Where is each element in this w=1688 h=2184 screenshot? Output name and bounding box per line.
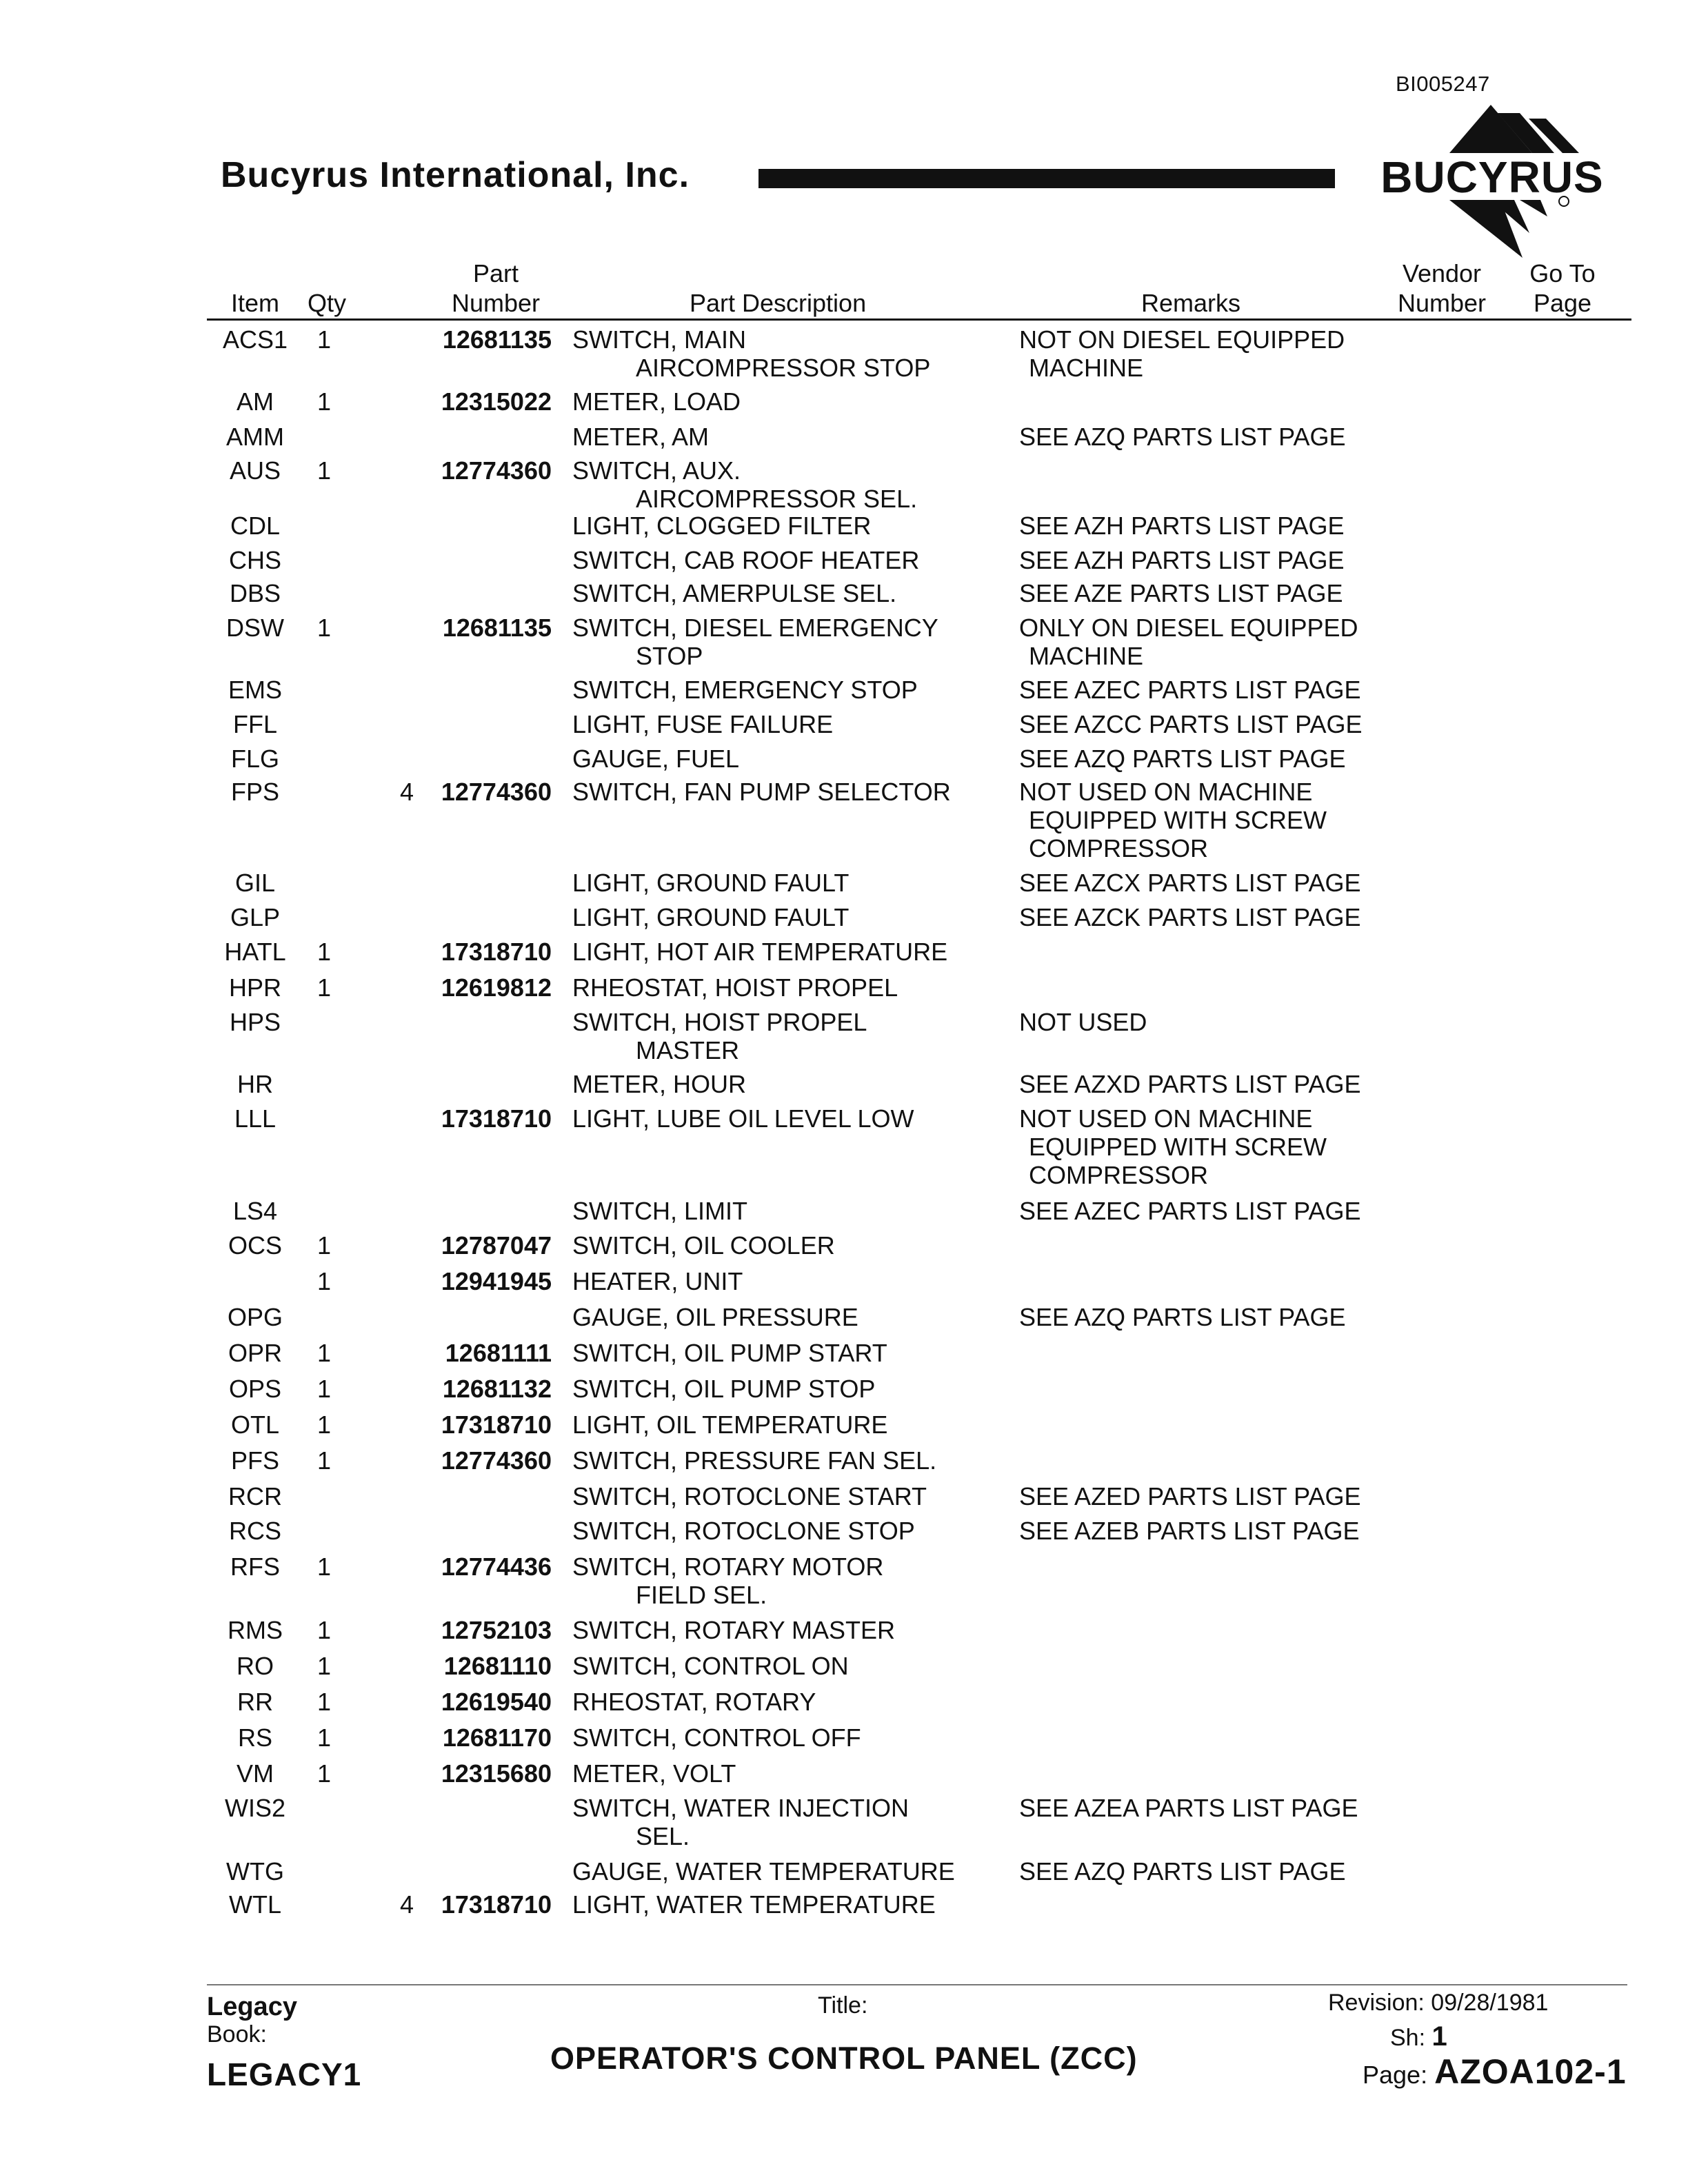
- part-number-cell: 12681135: [442, 325, 552, 354]
- item-cell: CHS: [228, 546, 281, 574]
- qty-cell: 1: [316, 1616, 332, 1644]
- remarks-cell: SEE AZCX PARTS LIST PAGE: [1019, 869, 1361, 897]
- item-cell: RFS: [230, 1553, 280, 1581]
- header-goto-line2: Page: [1533, 289, 1592, 317]
- item-cell: GIL: [234, 869, 276, 897]
- qty-cell: 1: [316, 1723, 332, 1752]
- qty-cell: 1: [316, 1759, 332, 1788]
- part-number-cell: 12774360: [441, 778, 552, 806]
- description-cell: GAUGE, OIL PRESSURE: [572, 1303, 858, 1331]
- part-number-cell: 12681170: [442, 1723, 552, 1752]
- item-cell: PFS: [230, 1446, 279, 1475]
- item-cell: CDL: [230, 512, 281, 540]
- item-cell: AMM: [226, 423, 284, 451]
- footer-page-value: AZOA102-1: [1434, 2052, 1627, 2091]
- part-number-cell: 12774360: [441, 1446, 552, 1475]
- remarks-cell: NOT USED ON MACHINE: [1019, 1104, 1313, 1133]
- item-cell: ACS1: [222, 325, 288, 354]
- description-cell: SWITCH, WATER INJECTION: [572, 1794, 909, 1822]
- part-number-cell: 12787047: [441, 1231, 552, 1260]
- description-cell: SWITCH, FAN PUMP SELECTOR: [572, 778, 951, 806]
- part-number-cell: 12681132: [442, 1375, 552, 1403]
- footer-legacy-label: Legacy: [207, 1992, 297, 2021]
- bucyrus-logo: [1360, 98, 1625, 263]
- remarks-cell: SEE AZEB PARTS LIST PAGE: [1019, 1517, 1360, 1545]
- description-cell: SEL.: [636, 1822, 690, 1850]
- item-cell: LLL: [234, 1104, 277, 1133]
- part-number-cell: 12619540: [441, 1688, 552, 1716]
- description-cell: SWITCH, OIL COOLER: [572, 1231, 835, 1260]
- footer-page: [1363, 2052, 1627, 2092]
- remarks-cell: ONLY ON DIESEL EQUIPPED: [1019, 614, 1358, 642]
- item-cell: RCS: [228, 1517, 281, 1545]
- footer-book-label: Book:: [207, 2021, 267, 2048]
- company-name: Bucyrus International, Inc.: [221, 155, 690, 195]
- item-cell: GLP: [230, 903, 281, 931]
- description-cell: SWITCH, ROTARY MOTOR: [572, 1553, 884, 1581]
- qty-cell: 1: [316, 1688, 332, 1716]
- description-cell: MASTER: [636, 1036, 740, 1064]
- footer-rule: [207, 1984, 1627, 1985]
- description-cell: SWITCH, OIL PUMP STOP: [572, 1375, 876, 1403]
- remarks-cell: NOT USED ON MACHINE: [1019, 778, 1313, 806]
- description-cell: SWITCH, OIL PUMP START: [572, 1339, 887, 1367]
- item-cell: OPR: [228, 1339, 282, 1367]
- qty-alt-cell: 4: [399, 778, 414, 806]
- description-cell: METER, VOLT: [572, 1759, 736, 1788]
- item-cell: OPG: [227, 1303, 283, 1331]
- qty-cell: 1: [316, 1410, 332, 1439]
- part-number-cell: 12681135: [442, 614, 552, 642]
- description-cell: LIGHT, GROUND FAULT: [572, 903, 850, 931]
- description-cell: SWITCH, AMERPULSE SEL.: [572, 579, 897, 607]
- description-cell: LIGHT, WATER TEMPERATURE: [572, 1890, 936, 1919]
- item-cell: HR: [237, 1070, 273, 1098]
- item-cell: OPS: [228, 1375, 282, 1403]
- item-cell: FPS: [230, 778, 279, 806]
- remarks-cell: EQUIPPED WITH SCREW: [1029, 806, 1327, 834]
- part-number-cell: 17318710: [441, 1890, 552, 1919]
- item-cell: LS4: [232, 1197, 278, 1225]
- description-cell: SWITCH, CAB ROOF HEATER: [572, 546, 920, 574]
- remarks-cell: NOT ON DIESEL EQUIPPED: [1019, 325, 1345, 354]
- description-cell: METER, HOUR: [572, 1070, 746, 1098]
- qty-cell: 1: [316, 456, 332, 485]
- header-go-to-page: [1524, 259, 1601, 318]
- remarks-cell: SEE AZCK PARTS LIST PAGE: [1019, 903, 1361, 931]
- description-cell: AIRCOMPRESSOR SEL.: [636, 485, 918, 513]
- description-cell: SWITCH, ROTOCLONE STOP: [572, 1517, 915, 1545]
- item-cell: FFL: [232, 710, 277, 738]
- remarks-cell: SEE AZEC PARTS LIST PAGE: [1019, 676, 1361, 704]
- part-number-cell: 17318710: [441, 938, 552, 966]
- header-vendor-number: [1390, 259, 1494, 318]
- part-number-cell: 12774360: [441, 456, 552, 485]
- description-cell: METER, AM: [572, 423, 710, 451]
- remarks-cell: SEE AZQ PARTS LIST PAGE: [1019, 1857, 1346, 1885]
- header-remarks: Remarks: [1141, 289, 1241, 317]
- qty-cell: 1: [316, 973, 332, 1002]
- item-cell: RS: [237, 1723, 272, 1752]
- remarks-cell: SEE AZQ PARTS LIST PAGE: [1019, 1303, 1346, 1331]
- remarks-cell: MACHINE: [1029, 354, 1144, 382]
- item-cell: DBS: [229, 579, 281, 607]
- description-cell: LIGHT, CLOGGED FILTER: [572, 512, 872, 540]
- title-rule: [758, 169, 1335, 188]
- description-cell: LIGHT, HOT AIR TEMPERATURE: [572, 938, 948, 966]
- description-cell: SWITCH, AUX.: [572, 456, 741, 485]
- description-cell: AIRCOMPRESSOR STOP: [636, 354, 931, 382]
- item-cell: VM: [237, 1759, 274, 1788]
- item-cell: HPS: [229, 1008, 281, 1036]
- description-cell: LIGHT, OIL TEMPERATURE: [572, 1410, 888, 1439]
- remarks-cell: SEE AZED PARTS LIST PAGE: [1019, 1482, 1361, 1510]
- footer-sheet: [1390, 2021, 1447, 2052]
- description-cell: SWITCH, EMERGENCY STOP: [572, 676, 918, 704]
- header-part-number: [445, 259, 546, 318]
- item-cell: AUS: [229, 456, 281, 485]
- part-number-cell: 17318710: [441, 1104, 552, 1133]
- footer-revision: Revision: 09/28/1981: [1328, 1990, 1549, 2016]
- remarks-cell: NOT USED: [1019, 1008, 1147, 1036]
- description-cell: METER, LOAD: [572, 387, 741, 416]
- description-cell: GAUGE, WATER TEMPERATURE: [572, 1857, 955, 1885]
- header-vendor-line2: Number: [1397, 289, 1487, 317]
- qty-cell: 1: [316, 614, 332, 642]
- description-cell: STOP: [636, 642, 703, 670]
- remarks-cell: EQUIPPED WITH SCREW: [1029, 1133, 1327, 1161]
- item-cell: RR: [237, 1688, 273, 1716]
- item-cell: FLG: [230, 745, 279, 773]
- qty-cell: 1: [316, 938, 332, 966]
- description-cell: SWITCH, HOIST PROPEL: [572, 1008, 867, 1036]
- header-item: Item: [231, 289, 280, 317]
- part-number-cell: 12941945: [441, 1267, 552, 1295]
- qty-cell: 1: [316, 1553, 332, 1581]
- item-cell: DSW: [226, 614, 284, 642]
- item-cell: WTG: [226, 1857, 284, 1885]
- part-number-cell: 17318710: [441, 1410, 552, 1439]
- description-cell: SWITCH, CONTROL OFF: [572, 1723, 861, 1752]
- remarks-cell: COMPRESSOR: [1029, 1161, 1209, 1189]
- item-cell: EMS: [228, 676, 282, 704]
- header-vendor-line1: Vendor: [1402, 259, 1482, 287]
- footer-sheet-label: Sh:: [1390, 2025, 1426, 2051]
- item-cell: RO: [237, 1652, 274, 1680]
- header-part-description: Part Description: [690, 289, 867, 317]
- qty-cell: 1: [316, 1652, 332, 1680]
- footer-page-label: Page:: [1363, 2061, 1428, 2089]
- qty-cell: 1: [316, 325, 332, 354]
- header-rule: [207, 318, 1631, 321]
- description-cell: GAUGE, FUEL: [572, 745, 740, 773]
- description-cell: SWITCH, ROTOCLONE START: [572, 1482, 927, 1510]
- item-cell: OCS: [228, 1231, 282, 1260]
- footer-sheet-value: 1: [1431, 2021, 1447, 2052]
- description-cell: SWITCH, CONTROL ON: [572, 1652, 849, 1680]
- description-cell: LIGHT, GROUND FAULT: [572, 869, 850, 897]
- description-cell: SWITCH, MAIN: [572, 325, 746, 354]
- document-id: BI005247: [1396, 72, 1490, 96]
- item-cell: RCR: [228, 1482, 282, 1510]
- part-number-cell: 12315022: [441, 387, 552, 416]
- qty-cell: 1: [316, 1339, 332, 1367]
- description-cell: SWITCH, DIESEL EMERGENCY: [572, 614, 938, 642]
- remarks-cell: MACHINE: [1029, 642, 1144, 670]
- remarks-cell: SEE AZXD PARTS LIST PAGE: [1019, 1070, 1361, 1098]
- part-number-cell: 12681111: [445, 1339, 552, 1367]
- description-cell: FIELD SEL.: [636, 1581, 767, 1609]
- remarks-cell: SEE AZEA PARTS LIST PAGE: [1019, 1794, 1358, 1822]
- remarks-cell: SEE AZQ PARTS LIST PAGE: [1019, 745, 1346, 773]
- item-cell: WTL: [229, 1890, 281, 1919]
- qty-cell: 1: [316, 1267, 332, 1295]
- qty-cell: 1: [316, 387, 332, 416]
- footer-legacy-book: LEGACY1: [207, 2056, 362, 2092]
- qty-alt-cell: 4: [399, 1890, 414, 1919]
- description-cell: RHEOSTAT, HOIST PROPEL: [572, 973, 898, 1002]
- description-cell: SWITCH, PRESSURE FAN SEL.: [572, 1446, 937, 1475]
- description-cell: LIGHT, FUSE FAILURE: [572, 710, 834, 738]
- footer-title-label: Title:: [818, 1992, 868, 2019]
- part-number-cell: 12315680: [441, 1759, 552, 1788]
- remarks-cell: SEE AZH PARTS LIST PAGE: [1019, 512, 1345, 540]
- description-cell: LIGHT, LUBE OIL LEVEL LOW: [572, 1104, 914, 1133]
- remarks-cell: SEE AZE PARTS LIST PAGE: [1019, 579, 1343, 607]
- footer-title: OPERATOR'S CONTROL PANEL (ZCC): [550, 2041, 1138, 2076]
- item-cell: AM: [237, 387, 274, 416]
- description-cell: HEATER, UNIT: [572, 1267, 743, 1295]
- qty-cell: 1: [316, 1375, 332, 1403]
- remarks-cell: COMPRESSOR: [1029, 834, 1209, 862]
- item-cell: OTL: [230, 1410, 279, 1439]
- qty-cell: 1: [316, 1231, 332, 1260]
- item-cell: RMS: [228, 1616, 283, 1644]
- description-cell: RHEOSTAT, ROTARY: [572, 1688, 816, 1716]
- item-cell: HATL: [224, 938, 286, 966]
- header-goto-line1: Go To: [1529, 259, 1596, 287]
- header-part-line2: Number: [451, 289, 541, 317]
- qty-cell: 1: [316, 1446, 332, 1475]
- logo-wordmark: BUCYRUS: [1380, 152, 1604, 202]
- description-cell: SWITCH, LIMIT: [572, 1197, 747, 1225]
- remarks-cell: SEE AZH PARTS LIST PAGE: [1019, 546, 1345, 574]
- part-number-cell: 12774436: [441, 1553, 552, 1581]
- remarks-cell: SEE AZCC PARTS LIST PAGE: [1019, 710, 1363, 738]
- item-cell: HPR: [228, 973, 281, 1002]
- description-cell: SWITCH, ROTARY MASTER: [572, 1616, 896, 1644]
- remarks-cell: SEE AZEC PARTS LIST PAGE: [1019, 1197, 1361, 1225]
- remarks-cell: SEE AZQ PARTS LIST PAGE: [1019, 423, 1346, 451]
- header-part-line1: Part: [472, 259, 519, 287]
- part-number-cell: 12681110: [443, 1652, 552, 1680]
- part-number-cell: 12619812: [441, 973, 552, 1002]
- header-qty: Qty: [308, 289, 347, 317]
- part-number-cell: 12752103: [441, 1616, 552, 1644]
- item-cell: WIS2: [224, 1794, 285, 1822]
